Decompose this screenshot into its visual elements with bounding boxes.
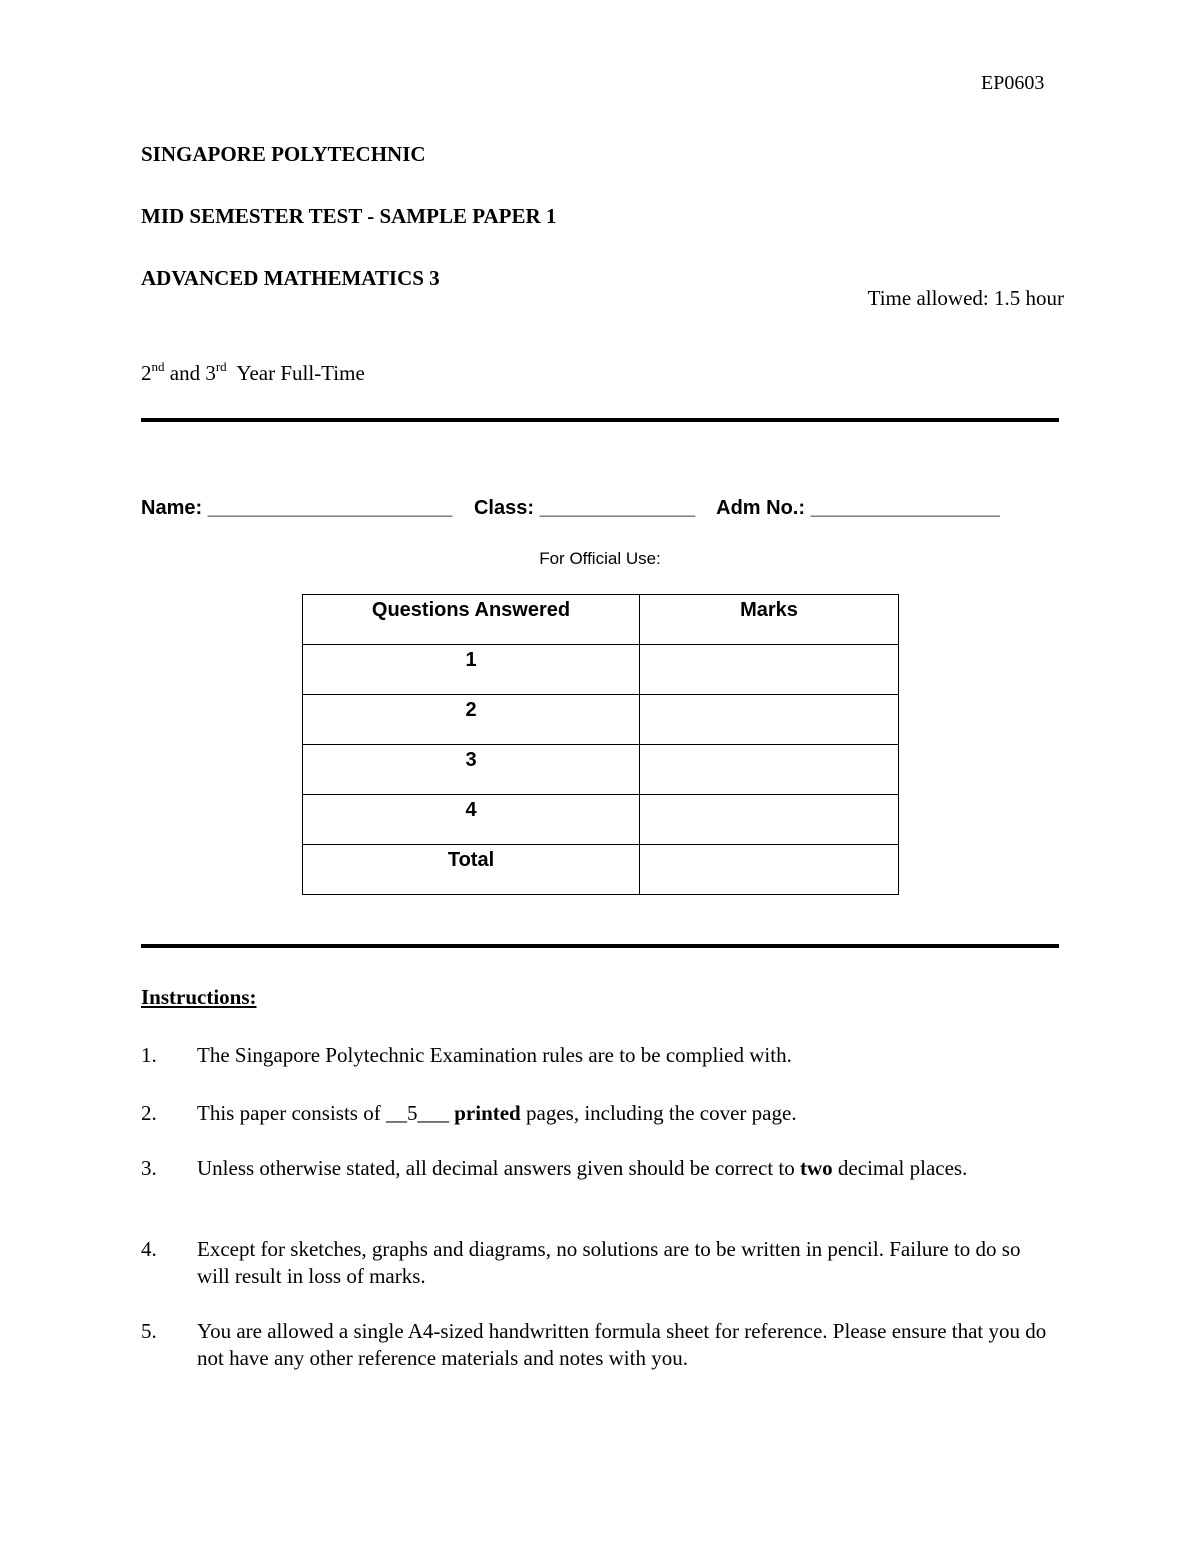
table-row: [303, 845, 899, 895]
marks-cell[interactable]: [640, 645, 899, 695]
question-cell: 2: [303, 695, 640, 745]
instruction-number: 4.: [141, 1237, 157, 1261]
instruction-item: [141, 1100, 1061, 1127]
name-label: Name:: [141, 497, 203, 519]
total-marks-cell[interactable]: [640, 845, 899, 895]
name-field[interactable]: ______________________: [207, 497, 453, 519]
header-marks: Marks: [640, 595, 899, 645]
class-field[interactable]: ______________: [539, 497, 696, 519]
marks-cell[interactable]: [640, 695, 899, 745]
year-second-sup: rd: [215, 359, 227, 374]
instruction-item: [141, 1318, 1061, 1372]
student-fields: [141, 497, 1000, 520]
marks-cell[interactable]: [640, 745, 899, 795]
institution-name: SINGAPORE POLYTECHNIC: [141, 142, 426, 166]
marks-table: [302, 594, 899, 895]
instruction-text-post: decimal places.: [832, 1156, 968, 1180]
instruction-text: [197, 1155, 997, 1182]
year-first-sup: nd: [151, 359, 165, 374]
year-line: [141, 361, 365, 386]
instruction-text: The Singapore Polytechnic Examination rules are to be complied with.: [197, 1043, 792, 1067]
instruction-item: [141, 1155, 1061, 1182]
instruction-number: 5.: [141, 1319, 157, 1343]
table-row: [303, 745, 899, 795]
adm-no-label: Adm No.:: [716, 497, 806, 519]
instruction-text: [197, 1100, 1061, 1127]
marks-cell[interactable]: [640, 795, 899, 845]
total-cell: Total: [303, 845, 640, 895]
divider-bottom: [141, 944, 1059, 948]
table-row: [303, 645, 899, 695]
divider-top: [141, 418, 1059, 422]
year-rest: Year Full-Time: [226, 361, 365, 385]
subject-title: ADVANCED MATHEMATICS 3: [141, 266, 440, 290]
table-row: [303, 795, 899, 845]
time-allowed: Time allowed: 1.5 hour: [867, 286, 1064, 310]
year-and: and 3: [164, 361, 216, 385]
year-first-num: 2: [141, 361, 152, 385]
document-code: EP0603: [981, 72, 1045, 94]
question-cell: 4: [303, 795, 640, 845]
instruction-item: [141, 1042, 1061, 1069]
instruction-text-pre: This paper consists of __5___: [197, 1101, 455, 1125]
instruction-item: [141, 1236, 1061, 1290]
table-row: [303, 695, 899, 745]
instruction-number: 1.: [141, 1043, 157, 1067]
header-questions-answered: Questions Answered: [303, 595, 640, 645]
instruction-number: 2.: [141, 1101, 157, 1125]
official-use-label: For Official Use:: [539, 549, 661, 568]
table-header-row: [303, 595, 899, 645]
instruction-text: You are allowed a single A4-sized handwritten formula sheet for reference. Please ensure that you do not have any other reference materials and notes with you.: [197, 1319, 1047, 1370]
class-label: Class:: [473, 497, 535, 519]
instruction-text-pre: Unless otherwise stated, all decimal answers given should be correct to: [197, 1156, 800, 1180]
question-cell: 1: [303, 645, 640, 695]
instruction-text-post: pages, including the cover page.: [520, 1101, 797, 1125]
instruction-emphasis: printed: [454, 1101, 521, 1125]
question-cell: 3: [303, 745, 640, 795]
instruction-emphasis: two: [800, 1156, 833, 1180]
instruction-number: 3.: [141, 1156, 157, 1180]
instructions-heading: Instructions:: [141, 985, 257, 1009]
test-title: MID SEMESTER TEST - SAMPLE PAPER 1: [141, 204, 557, 228]
adm-no-field[interactable]: _________________: [810, 497, 1000, 519]
instruction-text: Except for sketches, graphs and diagrams, no solutions are to be written in pencil. Failure to do so will result in loss of marks.: [197, 1237, 1021, 1288]
